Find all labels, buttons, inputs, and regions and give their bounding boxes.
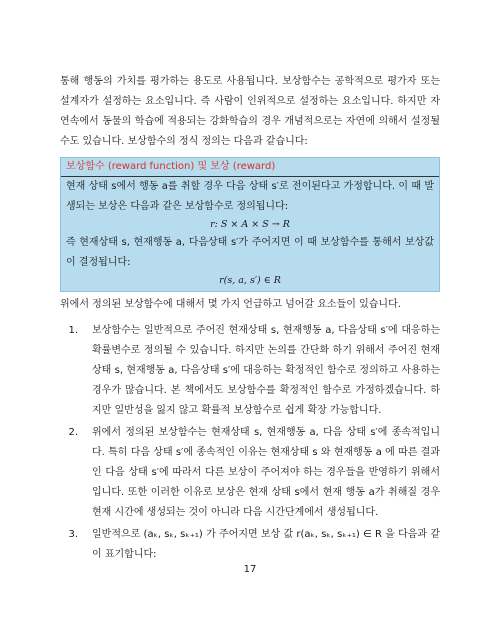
remarks-list (60, 321, 440, 565)
intro-paragraph: 통해 행동의 가치를 평가하는 용도로 사용됩니다. 보상함수는 공학적으로 평가자 또는 설계자가 설정하는 요소입니다. 즉 사람이 인위적으로 설정하는 요소입니다. 하지만 자연속에서 동물의 학습에 적용되는 강화학습의 경우 개념적으로는 자연에 의해서 설정될 수도 있습니다. 보상함수의 정식 정의는 다음과 같습니다: (60, 76, 440, 147)
definition-box (60, 157, 440, 292)
list-item-text: 위에서 정의된 보상함수는 현재상태 s, 현재행동 a, 다음 상태 s′에 종속적입니다. 특히 다음 상태 s′에 종속적인 이유는 현재상태 s 와 현재행동 a 에 따른 결과인 다음 상태 s′에 따라서 다른 보상이 주어져야 하는 경우들을 반영하기 위해서입니다. 또한 이러한 이유로 보상은 현재 상태 s에서 현재 행동 a가 취해질 경우 현재 시간에 생성되는 것이 아니라 다음 시간단계에서 생성됩니다. (92, 427, 440, 518)
list-item-number: 3. (68, 529, 78, 540)
page-body (60, 72, 440, 567)
after-box-paragraph: 위에서 정의된 보상함수에 대해서 몇 가지 언급하고 넘어갈 요소들이 있습니다. (60, 299, 401, 310)
list-item (60, 525, 440, 565)
list-item (60, 423, 440, 523)
definition-line-1: 현재 상태 s에서 행동 a를 취할 경우 다음 상태 s′로 전이된다고 가정합니다. 이 때 발생되는 보상은 다음과 같은 보상함수로 정의됩니다: (66, 181, 434, 212)
definition-line-2: 즉 현재상태 s, 현재행동 a, 다음상태 s′가 주어지면 이 때 보상함수를 통해서 보상값이 결정됩니다: (66, 237, 434, 268)
definition-title: 보상함수 (reward function) 및 보상 (reward) (61, 158, 439, 177)
equation-reward-function: r: S × A × S → R (210, 219, 290, 230)
equation-reward-value: r(s, a, s′) ∈ R (219, 275, 281, 286)
list-item-text: 일반적으로 (aₖ, sₖ, sₖ₊₁) 가 주어지면 보상 값 r(aₖ, sₖ, sₖ₊₁) ∈ R 을 다음과 같이 표기합니다: (92, 529, 440, 560)
list-item (60, 321, 440, 421)
list-item-number: 2. (68, 427, 78, 438)
page-number: 17 (243, 564, 257, 575)
list-item-text: 보상함수는 일반적으로 주어진 현재상태 s, 현재행동 a, 다음상태 s′에 대응하는 확률변수로 정의될 수 있습니다. 하지만 논의를 간단화 하기 위해서 주어진 현재상태 s, 현재행동 a, 다음상태 s′에 대응하는 확정적인 함수로 정의하고 사용하는 경우가 많습니다. 본 책에서도 보상함수를 확정적인 함수로 가정하겠습니다. 하지만 일반성을 잃지 않고 확률적 보상함수로 쉽게 확장 가능합니다. (92, 325, 440, 416)
list-item-number: 1. (68, 325, 78, 336)
